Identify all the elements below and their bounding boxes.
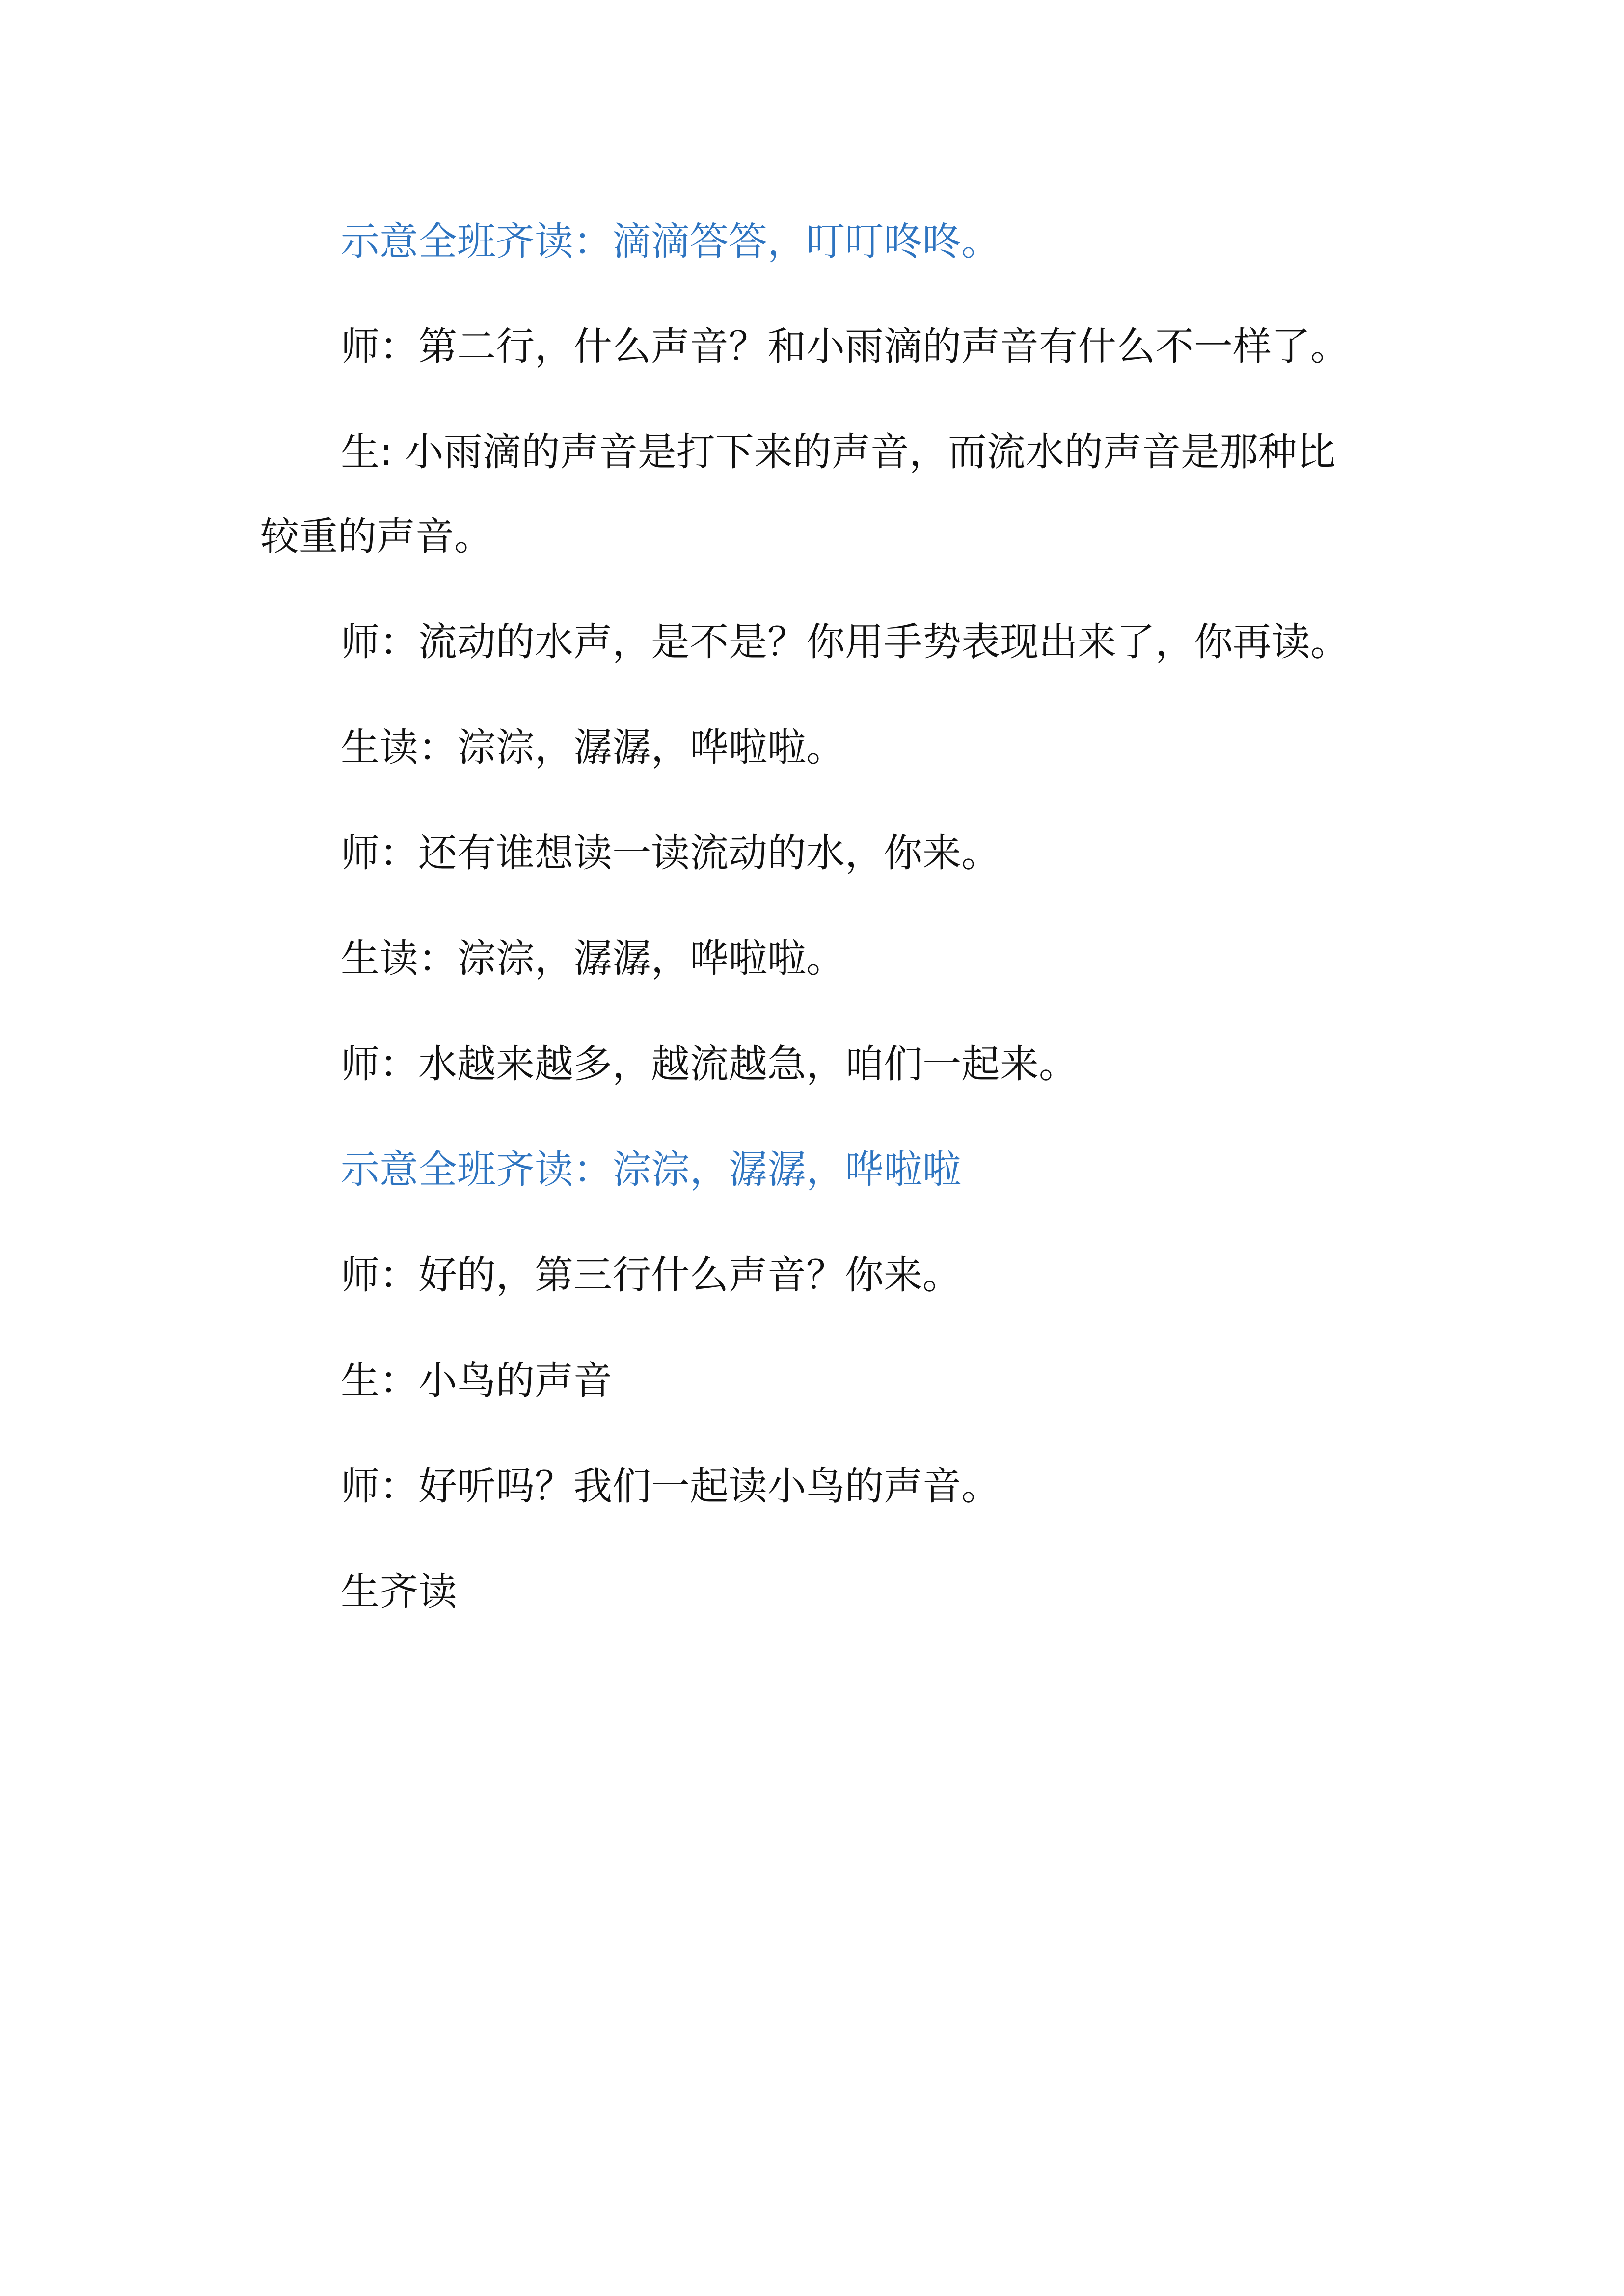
paragraph-teacher-together: 师：水越来越多，越流越急，咱们一起来。 — [341, 1041, 1078, 1087]
paragraph-teacher-who-reads: 师：还有谁想读一读流动的水，你来。 — [341, 830, 1000, 876]
paragraph-class-reading-2: 示意全班齐读：淙淙，潺潺，哗啦啦 — [341, 1147, 961, 1192]
paragraph-teacher-second-line: 师：第二行，什么声音？和小雨滴的声音有什么不一样了。 — [341, 324, 1349, 369]
paragraph-teacher-bird: 师：好听吗？我们一起读小鸟的声音。 — [341, 1464, 1000, 1509]
paragraph-students-read-together: 生齐读 — [341, 1569, 457, 1614]
paragraph-student-answer: 生: 小雨滴的声音是打下来的声音，而流水的声音是那种比较重的声音。 — [260, 429, 1336, 559]
paragraph-student-read-1: 生读：淙淙，潺潺，哗啦啦。 — [341, 725, 845, 770]
paragraph-class-reading-1: 示意全班齐读：滴滴答答，叮叮咚咚。 — [341, 219, 1000, 264]
paragraph-student-bird: 生：小鸟的声音 — [341, 1358, 612, 1403]
paragraph-teacher-flowing-water: 师：流动的水声，是不是？你用手势表现出来了，你再读。 — [341, 619, 1349, 665]
paragraph-teacher-third-line: 师：好的，第三行什么声音？你来。 — [341, 1253, 961, 1298]
paragraph-student-read-2: 生读：淙淙，潺潺，哗啦啦。 — [341, 936, 845, 981]
